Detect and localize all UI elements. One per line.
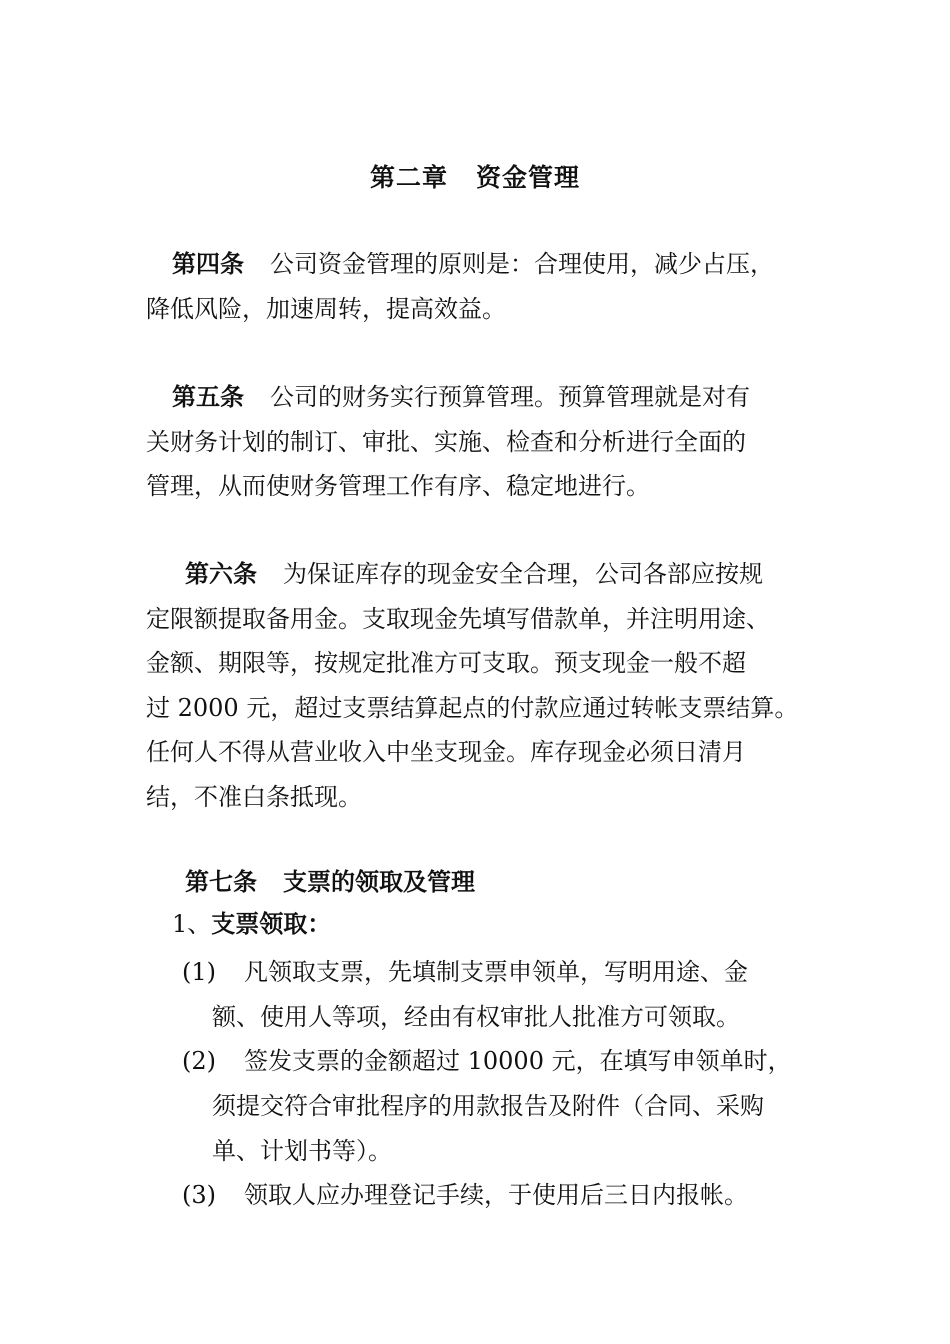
section-1-heading (172, 902, 331, 946)
list-item-number: (3) (182, 1181, 216, 1209)
list-item-line1: 凡领取支票，先填制支票申领单，写明用途、金 (244, 958, 748, 986)
article-6-text-line3: 金额、期限等，按规定批准方可支取。预支现金一般不超 (146, 649, 746, 677)
list-item-line2: 额、使用人等项，经由有权审批人批准方可领取。 (212, 1003, 740, 1031)
article-5-text-line3: 管理，从而使财务管理工作有序、稳定地进行。 (146, 472, 650, 500)
chapter-title (0, 158, 950, 194)
section-1-number: 1、 (172, 910, 212, 938)
section-1-title: 支票领取： (211, 909, 332, 938)
article-6-text-line5: 任何人不得从营业收入中坐支现金。库存现金必须日清月 (146, 738, 746, 766)
article-5 (146, 375, 818, 509)
list-item-number: (2) (182, 1047, 216, 1075)
article-5-text-line2: 关财务计划的制订、审批、实施、检查和分析进行全面的 (146, 427, 746, 456)
article-6-text-line6: 结，不准白条抵现。 (146, 782, 362, 811)
article-4-text-line1: 公司资金管理的原则是：合理使用，减少占压， (270, 250, 774, 278)
article-6-text-line1: 为保证库存的现金安全合理，公司各部应按规 (283, 560, 763, 588)
list-item (182, 1039, 822, 1174)
chapter-number: 第二章 (369, 163, 448, 192)
list-item-line1: 签发支票的金额超过 10000 元，在填写申领单时， (244, 1047, 792, 1075)
article-4 (146, 242, 818, 331)
article-7 (146, 860, 818, 905)
article-6-text-line2: 定限额提取备用金。支取现金先填写借款单，并注明用途、 (146, 604, 770, 633)
article-4-text-line2: 降低风险，加速周转，提高效益。 (146, 294, 506, 323)
list-item-line1: 领取人应办理登记手续，于使用后三日内报帐。 (244, 1181, 748, 1209)
chapter-subject: 资金管理 (476, 163, 581, 192)
article-5-label: 第五条 (172, 382, 244, 411)
article-5-text-line1: 公司的财务实行预算管理。预算管理就是对有 (270, 383, 750, 411)
list-item (182, 950, 822, 1040)
list-item-line2: 须提交符合审批程序的用款报告及附件（合同、采购 (212, 1092, 764, 1120)
list-item-line3: 单、计划书等）。 (212, 1137, 392, 1165)
article-7-label: 第七条 (185, 867, 257, 896)
article-6-label: 第六条 (185, 559, 257, 588)
list-item-number: (1) (182, 958, 216, 986)
article-6 (146, 552, 818, 819)
article-7-subject: 支票的领取及管理 (283, 867, 475, 896)
article-6-text-line4: 过 2000 元，超过支票结算起点的付款应通过转帐支票结算。 (146, 693, 799, 722)
article-4-label: 第四条 (172, 249, 244, 278)
list-item (182, 1173, 822, 1218)
